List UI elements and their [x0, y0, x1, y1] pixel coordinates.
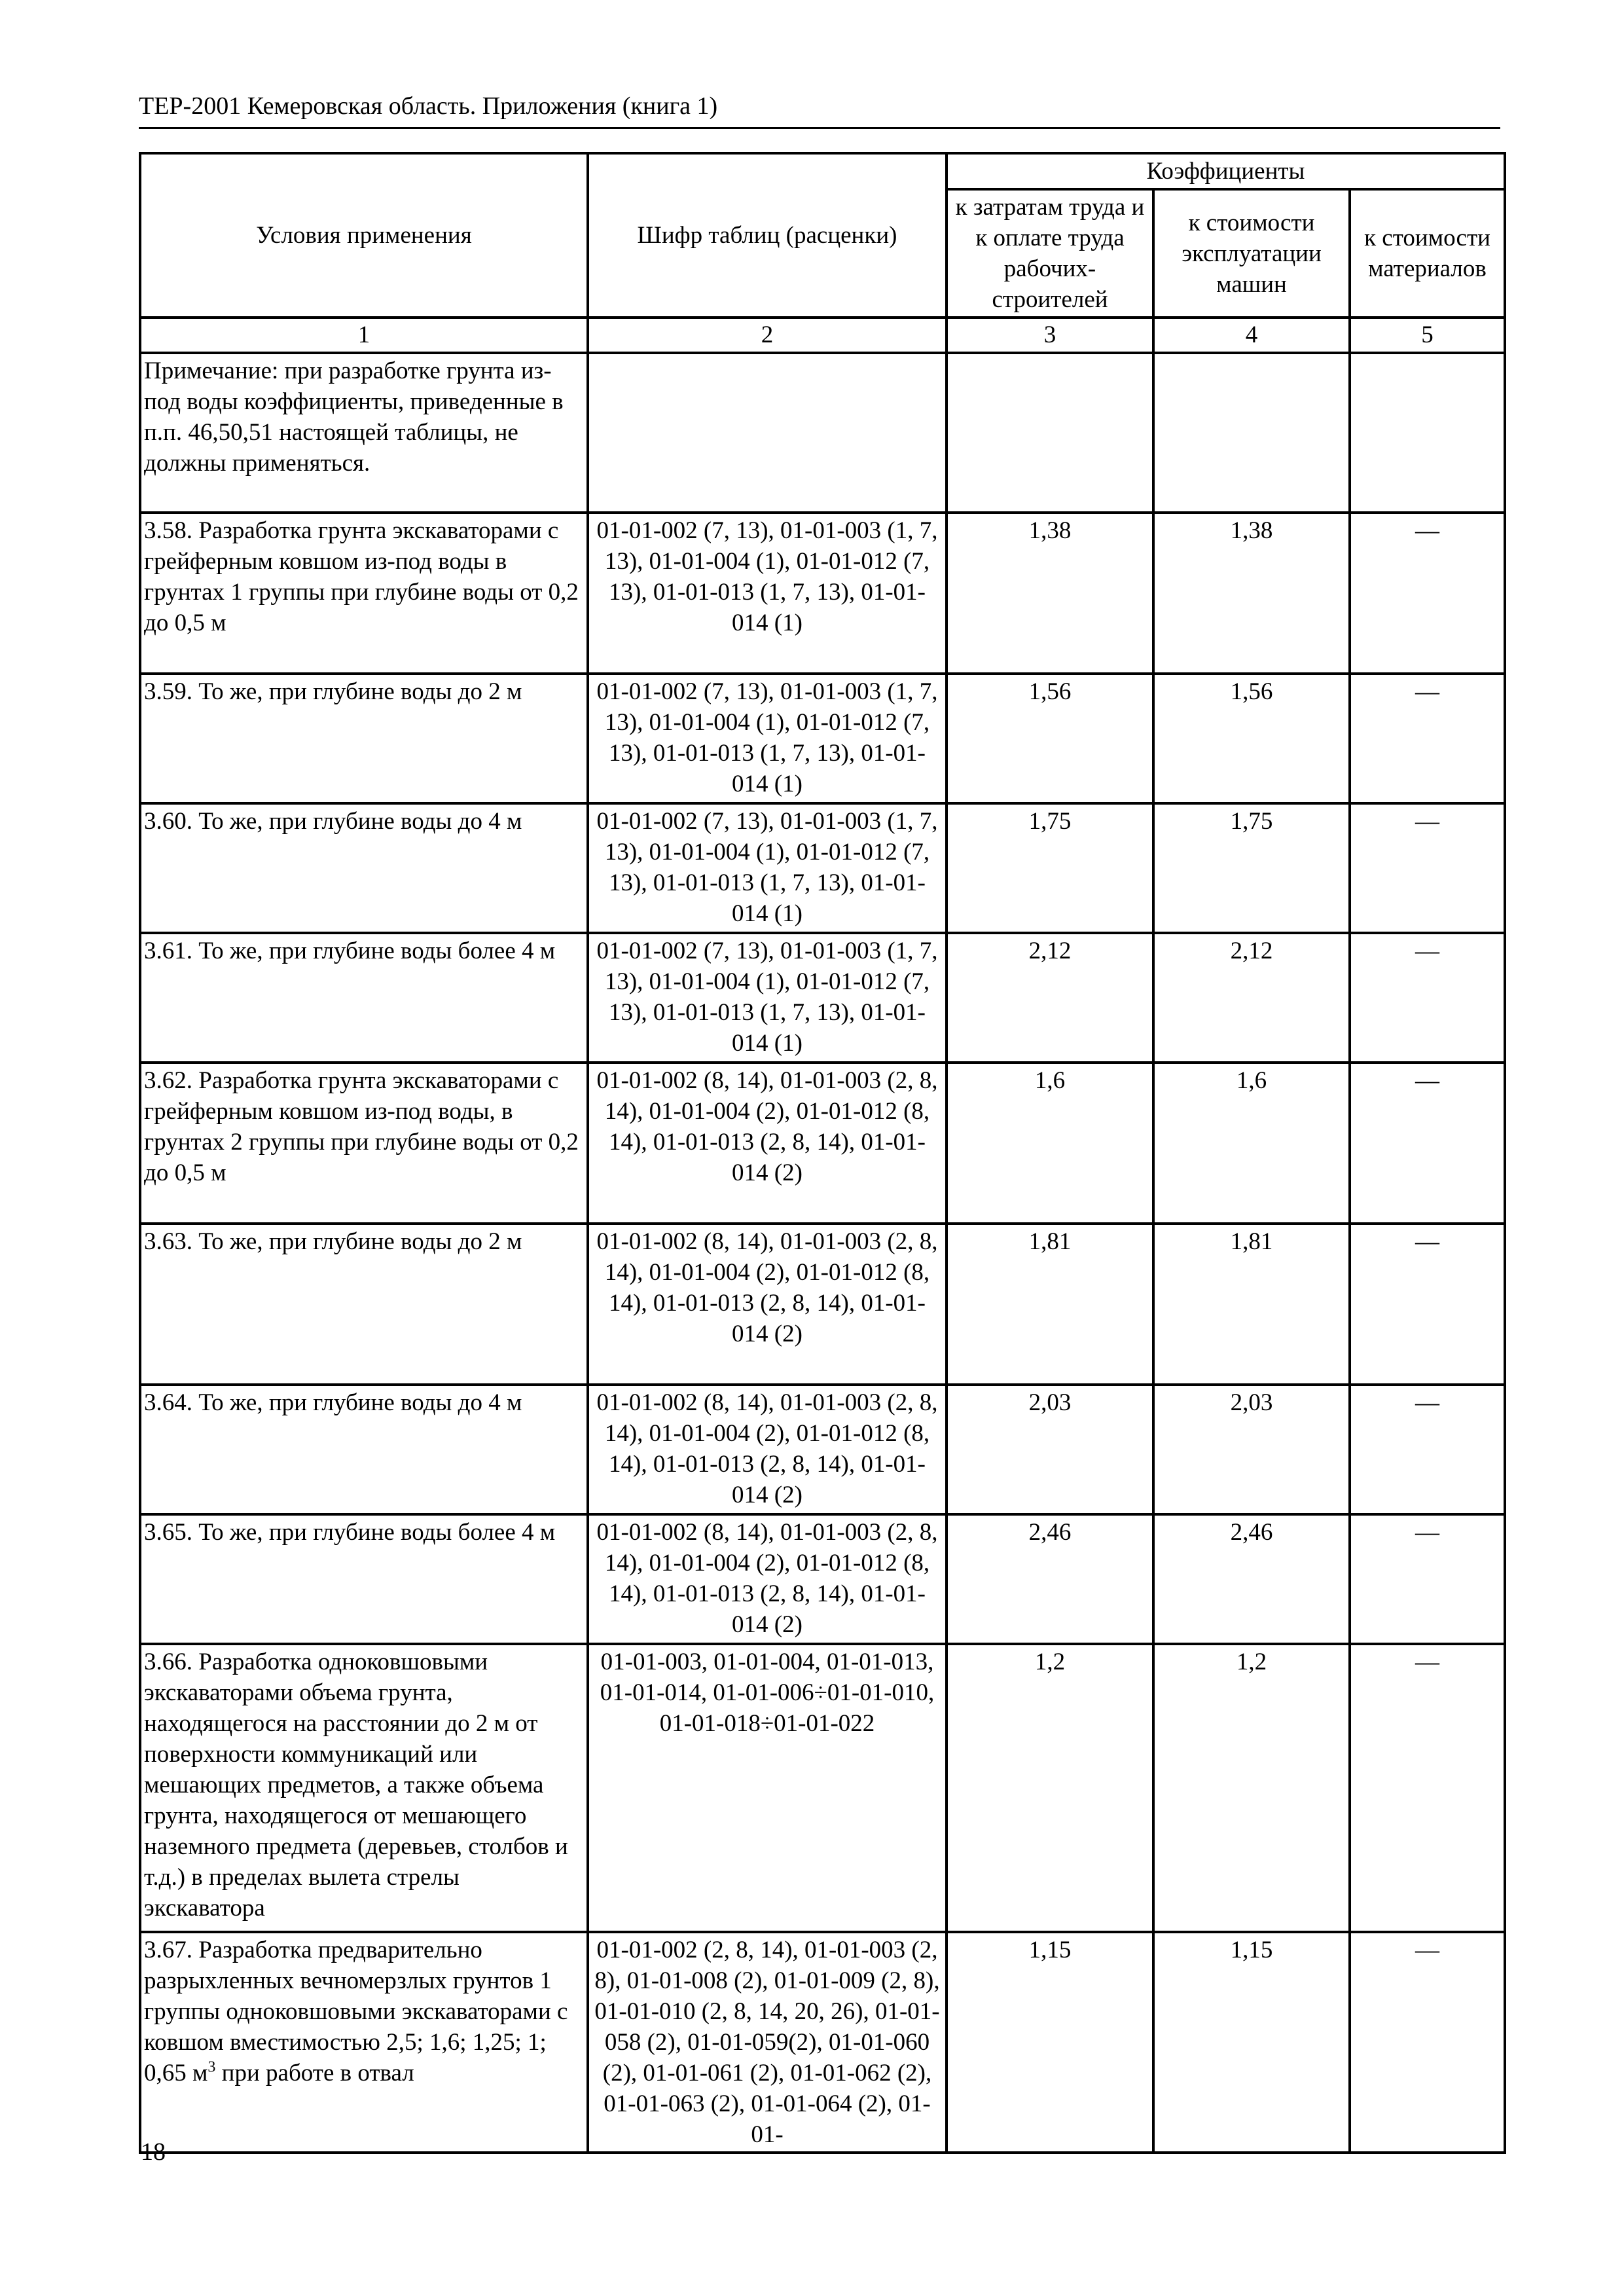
table-row [140, 933, 1505, 1063]
column-number: 4 [1153, 318, 1350, 353]
cubic-superscript: 3 [208, 2058, 216, 2076]
row-machines-coef: 2,03 [1153, 1385, 1350, 1514]
table-row [140, 1385, 1505, 1514]
row-conditions: 3.59. То же, при глубине воды до 2 м [140, 674, 588, 803]
row-code: 01-01-002 (7, 13), 01-01-003 (1, 7, 13), 01-01-004 (1), 01-01-012 (7, 13), 01-01-013 (1, 7, 13), 01-01-014 (1) [588, 513, 947, 674]
row-machines-coef: 2,12 [1153, 933, 1350, 1063]
note-text: Примечание: при разработке грунта из-под воды коэффициенты, приведенные в п.п. 46,50,51 настоящей таблицы, не должны применяться. [140, 353, 588, 513]
row-code: 01-01-002 (8, 14), 01-01-003 (2, 8, 14), 01-01-004 (2), 01-01-012 (8, 14), 01-01-013 (2, 8, 14), 01-01-014 (2) [588, 1385, 947, 1514]
note-row [140, 353, 1505, 513]
column-number: 5 [1350, 318, 1505, 353]
row-conditions [140, 1932, 588, 2153]
row-code: 01-01-002 (7, 13), 01-01-003 (1, 7, 13), 01-01-004 (1), 01-01-012 (7, 13), 01-01-013 (1, 7, 13), 01-01-014 (1) [588, 933, 947, 1063]
row-labor-coef: 1,75 [947, 803, 1153, 933]
row-code: 01-01-002 (2, 8, 14), 01-01-003 (2, 8), 01-01-008 (2), 01-01-009 (2, 8), 01-01-010 (2, 8, 14, 20, 26), 01-01-058 (2), 01-01-059(2), 01-01-060 (2), 01-01-061 (2), 01-01-062 (2), 01-01-063 (2), 01-01-064 (2), 01-01- [588, 1932, 947, 2153]
table-row [140, 1644, 1505, 1932]
row-conditions-text: при работе в отвал [215, 2060, 414, 2086]
row-code: 01-01-002 (8, 14), 01-01-003 (2, 8, 14), 01-01-004 (2), 01-01-012 (8, 14), 01-01-013 (2, 8, 14), 01-01-014 (2) [588, 1224, 947, 1385]
row-materials-coef: — [1350, 1514, 1505, 1644]
row-code: 01-01-002 (7, 13), 01-01-003 (1, 7, 13), 01-01-004 (1), 01-01-012 (7, 13), 01-01-013 (1, 7, 13), 01-01-014 (1) [588, 803, 947, 933]
row-machines-coef: 1,6 [1153, 1063, 1350, 1224]
row-labor-coef: 1,15 [947, 1932, 1153, 2153]
row-materials-coef: — [1350, 513, 1505, 674]
row-machines-coef: 1,81 [1153, 1224, 1350, 1385]
row-materials-coef: — [1350, 803, 1505, 933]
row-machines-coef: 1,75 [1153, 803, 1350, 933]
header-materials: к стоимости материалов [1350, 189, 1505, 318]
table-row [140, 803, 1505, 933]
header-machines: к стоимости эксплуатации машин [1153, 189, 1350, 318]
row-conditions: 3.64. То же, при глубине воды до 4 м [140, 1385, 588, 1514]
row-machines-coef: 1,38 [1153, 513, 1350, 674]
row-machines-coef: 2,46 [1153, 1514, 1350, 1644]
table-row [140, 1063, 1505, 1224]
row-conditions: 3.62. Разработка грунта экскаваторами с грейферным ковшом из-под воды, в грунтах 2 группы при глубине воды от 0,2 до 0,5 м [140, 1063, 588, 1224]
table-row [140, 674, 1505, 803]
row-labor-coef: 1,6 [947, 1063, 1153, 1224]
row-materials-coef: — [1350, 1385, 1505, 1514]
row-code: 01-01-002 (8, 14), 01-01-003 (2, 8, 14), 01-01-004 (2), 01-01-012 (8, 14), 01-01-013 (2, 8, 14), 01-01-014 (2) [588, 1063, 947, 1224]
coefficients-table [139, 152, 1506, 2154]
row-code: 01-01-002 (8, 14), 01-01-003 (2, 8, 14), 01-01-004 (2), 01-01-012 (8, 14), 01-01-013 (2, 8, 14), 01-01-014 (2) [588, 1514, 947, 1644]
row-conditions: 3.58. Разработка грунта экскаваторами с грейферным ковшом из-под воды в грунтах 1 группы при глубине воды от 0,2 до 0,5 м [140, 513, 588, 674]
column-number: 1 [140, 318, 588, 353]
row-labor-coef: 2,03 [947, 1385, 1153, 1514]
row-materials-coef: — [1350, 674, 1505, 803]
table-row [140, 513, 1505, 674]
table-row [140, 1932, 1505, 2153]
row-materials-coef: — [1350, 1063, 1505, 1224]
header-labor: к затратам труда и к оплате труда рабочих-строителей [947, 189, 1153, 318]
row-conditions: 3.63. То же, при глубине воды до 2 м [140, 1224, 588, 1385]
row-conditions: 3.65. То же, при глубине воды более 4 м [140, 1514, 588, 1644]
row-code: 01-01-003, 01-01-004, 01-01-013, 01-01-014, 01-01-006÷01-01-010, 01-01-018÷01-01-022 [588, 1644, 947, 1932]
row-conditions: 3.60. То же, при глубине воды до 4 м [140, 803, 588, 933]
page-number: 18 [141, 2138, 166, 2166]
column-number-row [140, 318, 1505, 353]
row-materials-coef: — [1350, 1644, 1505, 1932]
table-row [140, 1224, 1505, 1385]
table-row [140, 1514, 1505, 1644]
row-materials-coef: — [1350, 933, 1505, 1063]
row-machines-coef: 1,2 [1153, 1644, 1350, 1932]
column-number: 2 [588, 318, 947, 353]
page-header: ТЕР-2001 Кемеровская область. Приложения (книга 1) [139, 92, 1500, 129]
row-labor-coef: 1,38 [947, 513, 1153, 674]
header-conditions: Условия применения [140, 153, 588, 318]
row-conditions: 3.66. Разработка одноковшовыми экскаваторами объема грунта, находящегося на расстоянии до 2 м от поверхности коммуникаций или мешающих предметов, а также объема грунта, находящегося от мешающего наземного предмета (деревьев, столбов и т.д.) в пределах вылета стрелы экскаватора [140, 1644, 588, 1932]
row-labor-coef: 1,56 [947, 674, 1153, 803]
row-labor-coef: 2,46 [947, 1514, 1153, 1644]
row-materials-coef: — [1350, 1224, 1505, 1385]
row-labor-coef: 1,2 [947, 1644, 1153, 1932]
row-materials-coef: — [1350, 1932, 1505, 2153]
row-machines-coef: 1,15 [1153, 1932, 1350, 2153]
row-labor-coef: 1,81 [947, 1224, 1153, 1385]
row-conditions: 3.61. То же, при глубине воды более 4 м [140, 933, 588, 1063]
row-conditions-text: 3.67. Разработка предварительно разрыхленных вечномерзлых грунтов 1 группы одноковшовыми экскаваторами с ковшом вместимостью 2,5; 1,6; 1,25; 1; 0,65 м [144, 1937, 568, 2086]
header-code: Шифр таблиц (расценки) [588, 153, 947, 318]
row-code: 01-01-002 (7, 13), 01-01-003 (1, 7, 13), 01-01-004 (1), 01-01-012 (7, 13), 01-01-013 (1, 7, 13), 01-01-014 (1) [588, 674, 947, 803]
row-machines-coef: 1,56 [1153, 674, 1350, 803]
row-labor-coef: 2,12 [947, 933, 1153, 1063]
column-number: 3 [947, 318, 1153, 353]
header-coefficients: Коэффициенты [947, 153, 1505, 189]
